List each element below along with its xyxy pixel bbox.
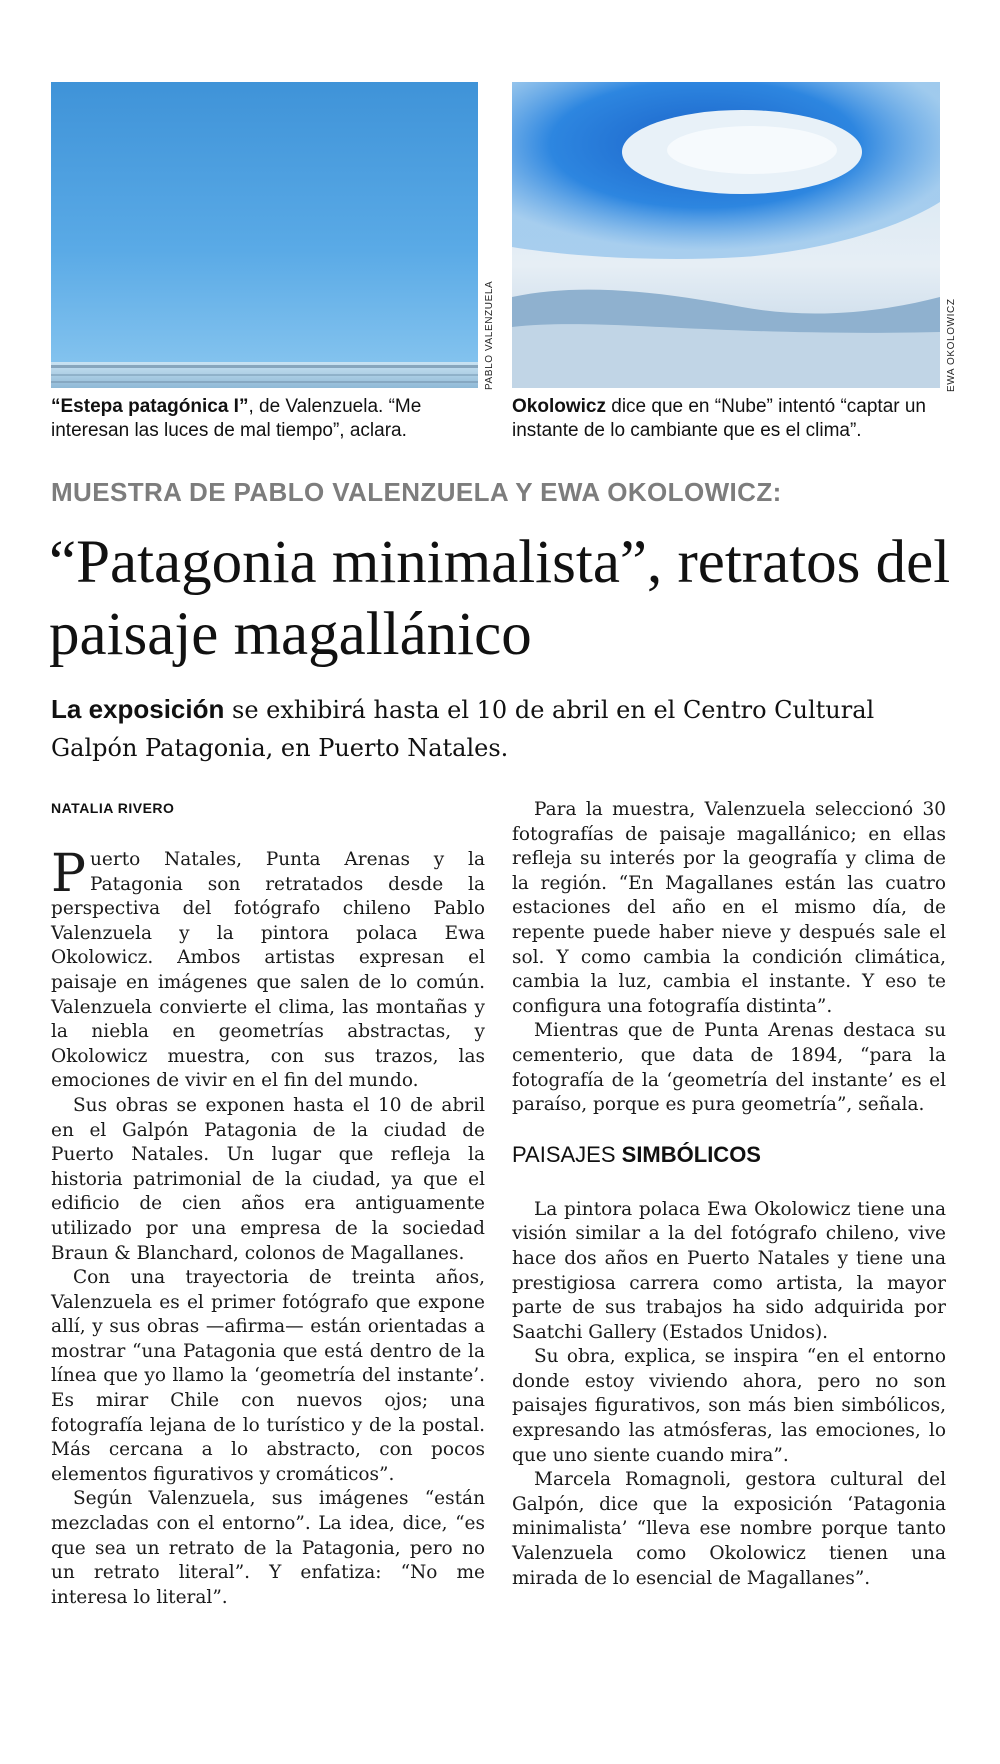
photo-nube-image — [512, 82, 940, 388]
article-paragraph: Puerto Natales, Punta Arenas y la Patagonia son retratados desde la perspectiva del fotógrafo chileno Pablo Valenzuela y la pintora polaca Ewa Okolowicz. Ambos artistas expresan el paisaje en imágenes que salen de lo común. Valenzuela convierte el clima, las montañas y la niebla en geometrías abstractas, y Okolowicz muestra, con sus trazos, las emociones de vivir en el fin del mundo. — [51, 844, 485, 1092]
photo-estepa-patagonica — [51, 82, 478, 388]
article-paragraph: Mientras que de Punta Arenas destaca su cementerio, que data de 1894, “para la fotografía de la ‘geometría del instante’ es el paraíso, porque es pura geometría”, señala. — [512, 1020, 946, 1116]
article-paragraph: Para la muestra, Valenzuela seleccionó 30 fotografías de paisaje magallánico; en ellas refleja su interés por la geografía y clima de la región. “En Magallanes están las cuatro estaciones del año en el mismo día, de repente puede haber nieve y después sale el sol. Y como cambia la condición climática, cambia la luz, cambia el instante. Y eso te configura una fotografía distinta”. — [512, 799, 946, 1017]
article-paragraph: La pintora polaca Ewa Okolowicz tiene una visión similar a la del fotógrafo chileno, vive hace dos años en Puerto Natales y tiene una prestigiosa carrera como artista, la mayor parte de sus trabajos ha sido adquirida por Saatchi Gallery (Estados Unidos). — [512, 1198, 946, 1343]
photo-credit: PABLO VALENZUELA — [484, 280, 495, 390]
article-paragraph: Marcela Romagnoli, gestora cultural del Galpón, dice que la exposición ‘Patagonia minimalista’ “lleva ese nombre porque tanto Valenzuela como Okolowicz tienen una mirada de lo esencial de Magallanes”. — [512, 1469, 946, 1589]
photo-nube-painting — [512, 82, 940, 388]
caption-title: “Estepa patagónica I” — [51, 396, 249, 417]
article-column-1 — [51, 844, 485, 1610]
kicker: MUESTRA DE PABLO VALENZUELA Y EWA OKOLOWICZ: — [51, 477, 782, 507]
photo-caption — [512, 395, 952, 443]
caption-text: dice que en “Nube” intentó “captar un instante de lo cambiante que es el clima”. — [512, 396, 926, 441]
article-column-2 — [512, 798, 946, 1591]
byline: NATALIA RIVERO — [51, 800, 175, 816]
article-paragraph: Sus obras se exponen hasta el 10 de abril en el Galpón Patagonia de la ciudad de Puerto Natales. Un lugar que refleja la historia patrimonial de la ciudad, ya que el edificio de cien años era antiguamente utilizado por una empresa de la sociedad Braun & Blanchard, colonos de Magallanes. — [51, 1094, 485, 1264]
caption-text: , de Valenzuela. “Me interesan las luces de mal tiempo”, aclara. — [51, 396, 422, 441]
article-paragraph: Con una trayectoria de treinta años, Valenzuela es el primer fotógrafo que expone allí, y sus obras —afirma— están orientadas a mostrar “una Patagonia que está dentro de la línea que yo llamo la ‘geometría del instante’. Es mirar Chile con nuevos ojos; una fotografía lejana de lo turístico y de la postal. Más cercana a lo abstracto, con pocos elementos figurativos y cromáticos”. — [51, 1267, 485, 1485]
deck-text: se exhibirá hasta el 10 de abril en el Centro Cultural Galpón Patagonia, en Puerto Natales. — [51, 696, 875, 762]
photo-estepa-image — [51, 82, 478, 388]
article-paragraph: Según Valenzuela, sus imágenes “están mezcladas con el entorno”. La idea, dice, “es que sea un retrato de la Patagonia, pero no un retrato literal”. Y enfatiza: “No me interesa lo literal”. — [51, 1488, 485, 1608]
deck-lead: La exposición — [51, 694, 225, 724]
photo-credit: EWA OKOLOWICZ — [946, 298, 957, 392]
headline: “Patagonia minimalista”, retratos del paisaje magallánico — [49, 529, 951, 668]
caption-title: Okolowicz — [512, 396, 606, 417]
photo-caption — [51, 395, 486, 443]
section-subhead: PAISAJES SIMBÓLICOS — [512, 1141, 761, 1167]
deck — [51, 690, 951, 767]
drop-cap: P — [51, 844, 86, 904]
article-paragraph: Su obra, explica, se inspira “en el entorno donde estoy viviendo ahora, pero no son paisajes figurativos, son más bien simbólicos, expresando las atmósferas, las emociones, lo que uno siente cuando mira”. — [512, 1346, 946, 1466]
